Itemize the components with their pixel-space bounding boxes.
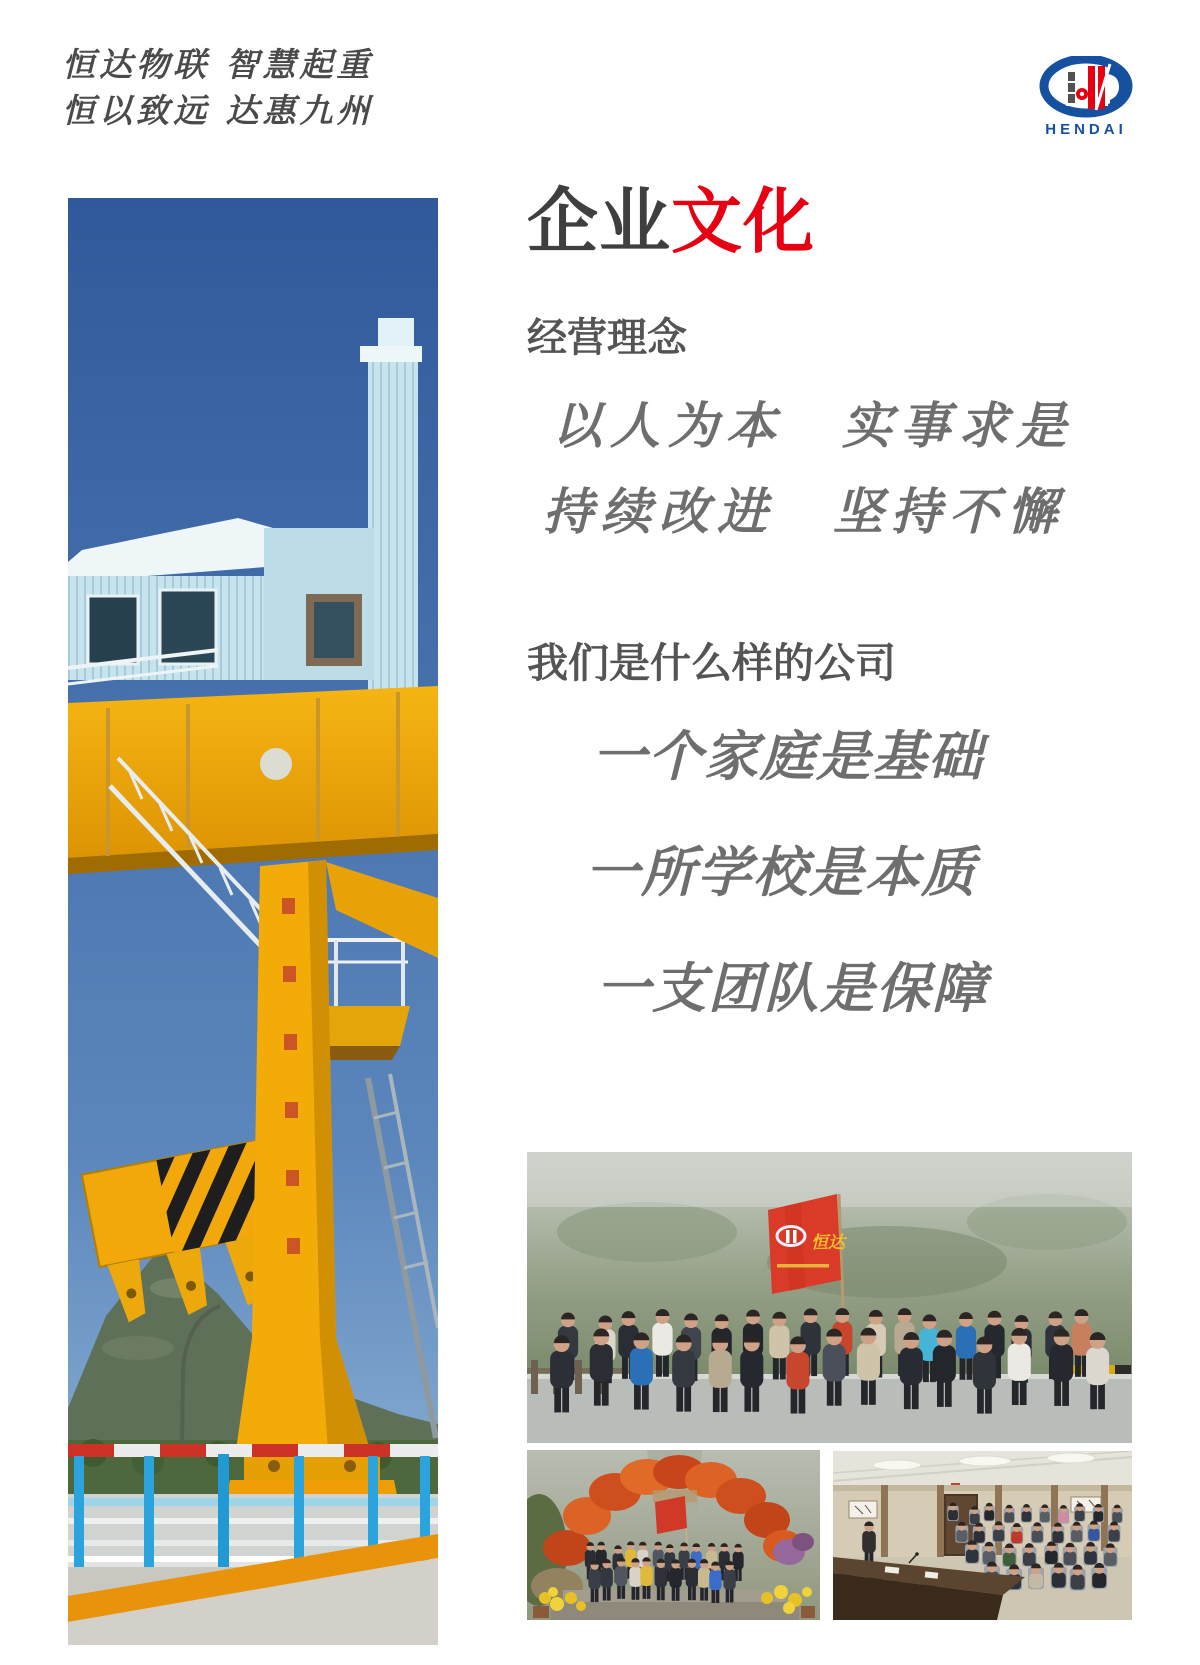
title-black: 企业	[527, 183, 672, 262]
page-title	[527, 183, 816, 262]
slogan-line-2: 恒以致远 达惠九州	[62, 91, 374, 131]
autumn-team-photo	[527, 1450, 820, 1620]
logo-brand-text: HENDAI	[1045, 121, 1127, 138]
crane-photo	[68, 198, 438, 1645]
wall-art	[849, 1501, 877, 1518]
crane-girder	[68, 686, 438, 874]
title-red: 文化	[671, 183, 816, 262]
company-logo	[1030, 56, 1142, 138]
philosophy-line-1: 以人为本 实事求是	[552, 396, 1074, 455]
philosophy-line-2: 持续改进 坚持不懈	[543, 482, 1065, 541]
ceiling	[833, 1451, 1132, 1489]
company-line-1: 一个家庭是基础	[592, 724, 984, 788]
flag-brand-text: 恒达	[811, 1233, 845, 1253]
company-line-3: 一支团队是保障	[596, 956, 988, 1020]
company-line-2: 一所学校是本质	[585, 840, 977, 904]
header-slogan	[62, 42, 374, 134]
logo-mark-icon	[1030, 56, 1142, 120]
meeting-room-photo	[833, 1451, 1132, 1620]
section-heading-philosophy: 经营理念	[527, 316, 687, 360]
slogan-line-1: 恒达物联 智慧起重	[62, 45, 374, 84]
section-heading-company: 我们是什么样的公司	[527, 640, 896, 686]
team-group-photo	[527, 1152, 1132, 1443]
